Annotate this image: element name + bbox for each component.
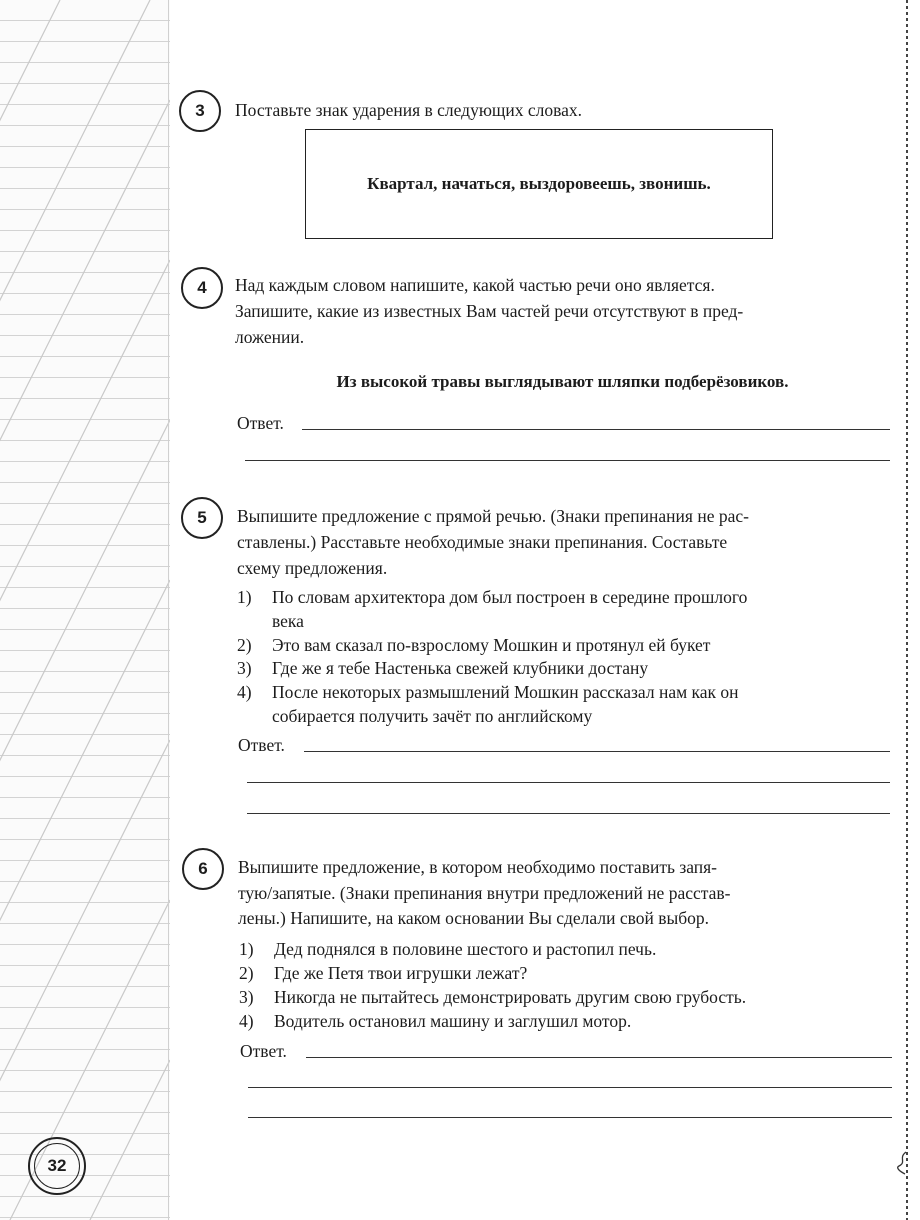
q6-answer-line-2[interactable] (248, 1087, 892, 1088)
question-number-5: 5 (181, 497, 223, 539)
page-number-badge (28, 1137, 86, 1195)
q6-option-4-number: 4) (239, 1011, 254, 1031)
q6-answer-label: Ответ. (240, 1041, 287, 1061)
q5-answer-label: Ответ. (238, 735, 285, 755)
q5-option-4-number: 4) (237, 682, 252, 702)
q6-option-4-text: Водитель остановил машину и заглушил мотор. (274, 1011, 632, 1031)
q5-answer-line-1[interactable] (304, 751, 890, 752)
question-number-3: 3 (179, 90, 221, 132)
q4-answer-line-2[interactable] (245, 460, 890, 461)
q6-option-2 (239, 961, 894, 986)
ruled-margin (0, 0, 170, 1220)
q3-prompt: Поставьте знак ударения в следующих словах. (235, 100, 583, 120)
q6-line-1: Выпишите предложение, в котором необходимо поставить запя- (238, 857, 718, 877)
q6-option-3-number: 3) (239, 987, 254, 1007)
question-number-6: 6 (182, 848, 224, 890)
q4-line-3: ложении. (235, 327, 305, 347)
q5-option-3 (237, 656, 892, 681)
q4-answer-line-1[interactable] (302, 429, 890, 430)
q4-sentence: Из высокой травы выглядывают шляпки подберёзовиков. (336, 372, 789, 391)
page-edge (906, 0, 908, 1220)
q6-answer-line-3[interactable] (248, 1117, 892, 1118)
q5-option-1-cont (237, 609, 892, 634)
q6-option-4 (239, 1009, 894, 1034)
q5-option-4-text-2: собирается получить зачёт по английскому (272, 706, 593, 726)
q5-option-2 (237, 633, 892, 658)
q5-line-1: Выпишите предложение с прямой речью. (Знаки препинания не рас- (237, 506, 749, 526)
question-number-4: 4 (181, 267, 223, 309)
q6-line-3: лены.) Напишите, на каком основании Вы сделали свой выбор. (238, 908, 710, 928)
q6-option-1-text: Дед поднялся в половине шестого и растопил печь. (274, 939, 657, 959)
q5-option-2-text: Это вам сказал по-взрослому Мошкин и протянул ей букет (272, 635, 711, 655)
q5-line-2: ставлены.) Расставьте необходимые знаки препинания. Составьте (237, 532, 728, 552)
page-number: 32 (34, 1143, 80, 1189)
q5-option-1-text: По словам архитектора дом был построен в середине прошлого (272, 587, 748, 607)
q5-answer-line-3[interactable] (247, 813, 890, 814)
q6-option-3-text: Никогда не пытайтесь демонстрировать другим свою грубость. (274, 987, 747, 1007)
q5-option-1-text-2: века (272, 611, 304, 631)
q5-option-3-number: 3) (237, 658, 252, 678)
q5-answer-line-2[interactable] (247, 782, 890, 783)
q3-words: Квартал, начаться, выздоровеешь, звонишь. (367, 174, 711, 193)
q5-option-4 (237, 680, 892, 705)
q6-answer-line-1[interactable] (306, 1057, 892, 1058)
q6-option-2-text: Где же Петя твои игрушки лежат? (274, 963, 528, 983)
q5-option-1-number: 1) (237, 587, 252, 607)
q5-line-3: схему предложения. (237, 558, 388, 578)
margin-divider (168, 0, 169, 1220)
q6-option-1 (239, 937, 894, 962)
q3-word-box (305, 129, 773, 239)
q5-option-4-cont (237, 704, 892, 729)
q6-option-1-number: 1) (239, 939, 254, 959)
q6-option-2-number: 2) (239, 963, 254, 983)
q6-line-2: тую/запятые. (Знаки препинания внутри предложений не расстав- (238, 883, 731, 903)
q4-line-2: Запишите, какие из известных Вам частей речи отсутствуют в пред- (235, 301, 744, 321)
q5-option-4-text: После некоторых размышлений Мошкин рассказал нам как он (272, 682, 739, 702)
slanted-margin-lines (0, 0, 170, 1220)
q4-line-1: Над каждым словом напишите, какой частью речи оно является. (235, 275, 715, 295)
q5-option-1 (237, 585, 892, 610)
pen-mark-icon (893, 1150, 909, 1176)
q6-option-3 (239, 985, 894, 1010)
q5-option-3-text: Где же я тебе Настенька свежей клубники достану (272, 658, 649, 678)
q5-option-2-number: 2) (237, 635, 252, 655)
q4-answer-label: Ответ. (237, 413, 284, 433)
